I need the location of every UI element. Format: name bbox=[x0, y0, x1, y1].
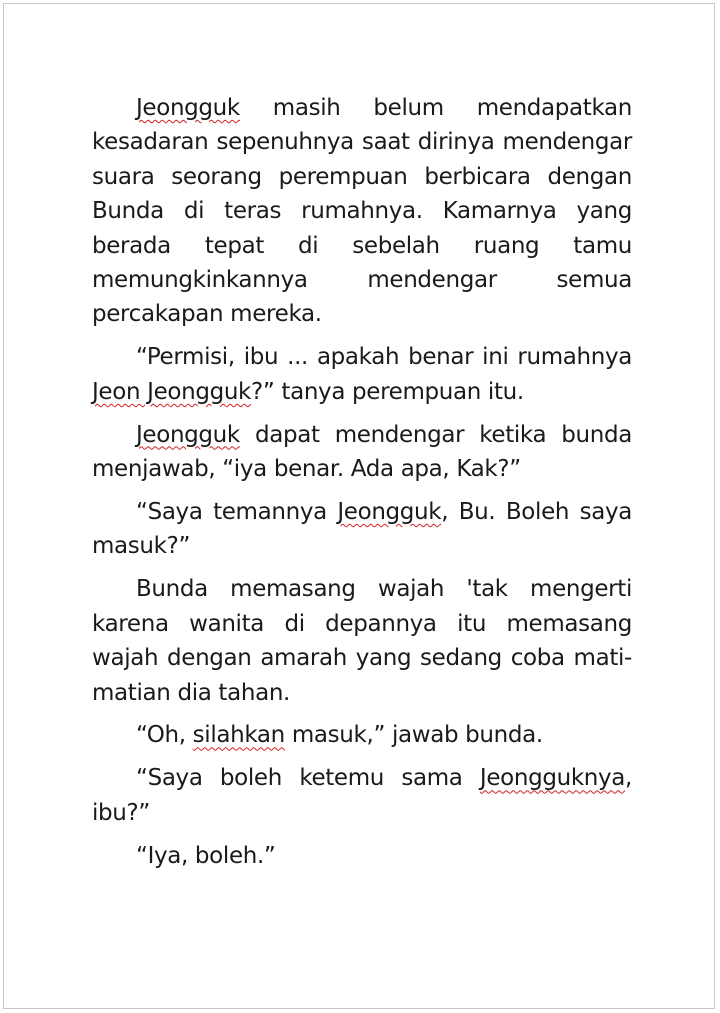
paragraph-text: dapat mendengar ketika bunda menjawab, “iya benar. Ada apa, Kak?” bbox=[92, 421, 632, 483]
paragraph-8 bbox=[92, 839, 632, 873]
paragraph-3 bbox=[92, 418, 632, 487]
paragraph-text: , ibu?” bbox=[92, 765, 632, 826]
paragraph-2 bbox=[92, 340, 632, 409]
paragraph-text: masuk,” jawab bunda. bbox=[284, 722, 543, 749]
misspelled-word[interactable]: Jeongguk bbox=[136, 421, 240, 448]
paragraph-text: Bunda memasang wajah 'tak mengerti karena wanita di depannya itu memasang wajah dengan amarah yang sedang coba mati-matian dia tahan. bbox=[92, 576, 632, 706]
misspelled-word[interactable]: Jeon Jeongguk bbox=[92, 378, 252, 405]
misspelled-word[interactable]: Jeongguknya bbox=[479, 765, 626, 792]
paragraph-5 bbox=[92, 572, 632, 710]
misspelled-word[interactable]: Jeongguk bbox=[136, 95, 240, 121]
document-page bbox=[3, 3, 715, 1009]
paragraph-text: ?” tanya perempuan itu. bbox=[251, 378, 524, 405]
document-body[interactable] bbox=[92, 91, 632, 882]
paragraph-text: “Saya boleh ketemu sama bbox=[136, 765, 480, 792]
misspelled-word[interactable]: Jeongguk bbox=[337, 498, 442, 525]
paragraph-7 bbox=[92, 761, 632, 830]
paragraph-text: “Permisi, ibu ... apakah benar ini rumahnya bbox=[136, 344, 632, 371]
paragraph-text: “Iya, boleh.” bbox=[136, 842, 276, 869]
paragraph-4 bbox=[92, 495, 632, 564]
paragraph-text: “Oh, bbox=[136, 722, 193, 749]
paragraph-text: “Saya temannya bbox=[136, 498, 338, 525]
paragraph-6 bbox=[92, 718, 632, 752]
paragraph-1 bbox=[92, 91, 632, 332]
misspelled-word[interactable]: silahkan bbox=[192, 722, 285, 749]
paragraph-text: , Bu. Boleh saya masuk?” bbox=[92, 498, 633, 560]
paragraph-text: masih belum mendapatkan kesadaran sepenuhnya saat dirinya mendengar suara seorang perempuan berbicara dengan Bunda di teras rumahnya. Kamarnya yang berada tepat di sebelah ruang tamu memungkinkannya mendengar semua percakapan mereka. bbox=[92, 95, 632, 328]
